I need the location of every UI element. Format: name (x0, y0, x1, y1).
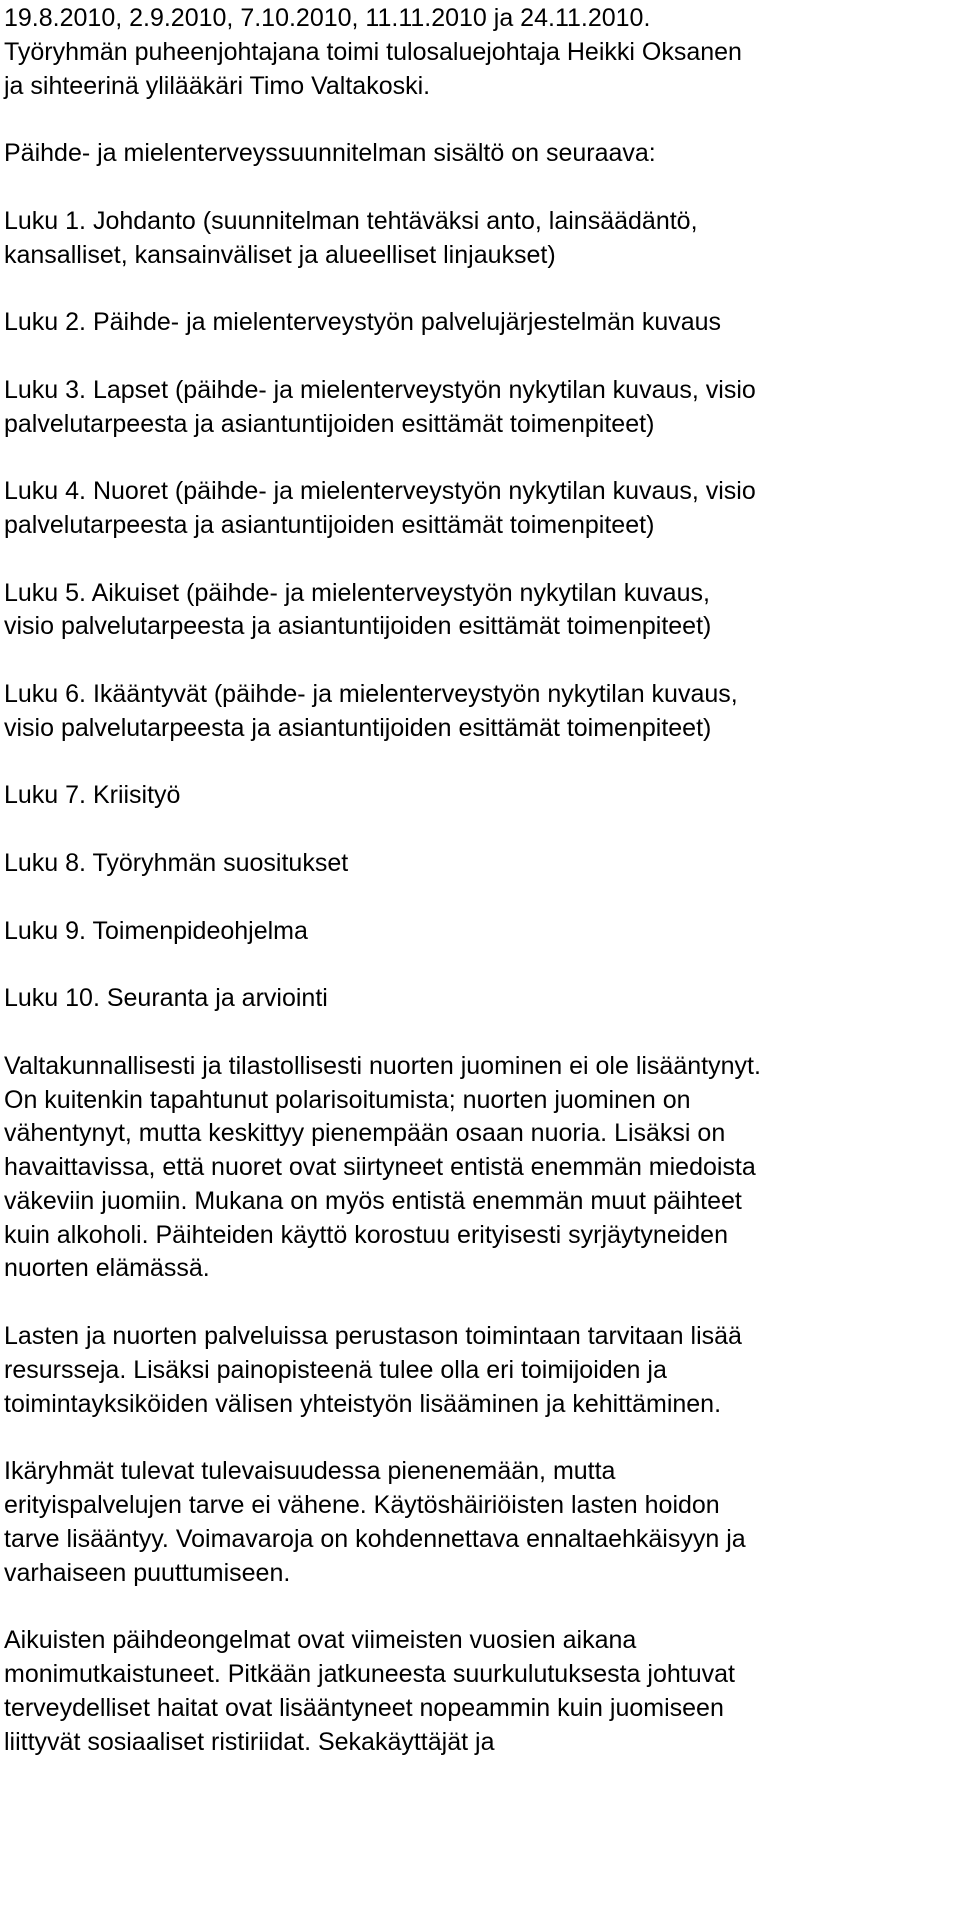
paragraph-line: tarve lisääntyy. Voimavaroja on kohdennettava ennaltaehkäisyyn ja (4, 1524, 746, 1553)
paragraph-gap (4, 644, 960, 678)
paragraph-line: monimutkaistuneet. Pitkään jatkuneesta suurkulutuksesta johtuvat (4, 1660, 735, 1689)
chapter-1 (4, 205, 960, 273)
chapter-line: Luku 9. Toimenpideohjelma (4, 916, 308, 945)
intro-line-1: 19.8.2010, 2.9.2010, 7.10.2010, 11.11.2010 ja 24.11.2010. (4, 4, 651, 32)
chapter-6 (4, 678, 960, 746)
paragraph-line: Aikuisten päihdeongelmat ovat viimeisten vuosien aikana (4, 1626, 637, 1655)
chapter-10 (4, 982, 960, 1016)
body-paragraph-3 (4, 1455, 960, 1590)
body-paragraph-1 (4, 1050, 960, 1287)
chapter-9 (4, 915, 960, 949)
intro-paragraph (4, 2, 960, 103)
chapter-line: Luku 6. Ikääntyvät (päihde- ja mielenterveystyön nykytilan kuvaus, (4, 679, 738, 708)
paragraph-line: Ikäryhmät tulevat tulevaisuudessa pienenemään, mutta (4, 1457, 616, 1486)
paragraph-line: erityispalvelujen tarve ei vähene. Käytöshäiriöisten lasten hoidon (4, 1491, 720, 1520)
paragraph-gap (4, 272, 960, 306)
chapter-line: Luku 4. Nuoret (päihde- ja mielenterveystyön nykytilan kuvaus, visio (4, 477, 756, 506)
chapter-line: visio palvelutarpeesta ja asiantuntijoiden esittämät toimenpiteet) (4, 713, 712, 742)
chapter-2 (4, 306, 960, 340)
paragraph-line: Lasten ja nuorten palveluissa perustason toimintaan tarvitaan lisää (4, 1322, 742, 1351)
paragraph-line: toimintayksiköiden välisen yhteistyön lisääminen ja kehittäminen. (4, 1389, 722, 1418)
paragraph-gap (4, 171, 960, 205)
chapter-7 (4, 779, 960, 813)
paragraph-gap (4, 813, 960, 847)
paragraph-line: Valtakunnallisesti ja tilastollisesti nuorten juominen ei ole lisääntynyt. (4, 1051, 761, 1080)
chapter-line: palvelutarpeesta ja asiantuntijoiden esittämät toimenpiteet) (4, 409, 655, 438)
chapter-4 (4, 475, 960, 543)
paragraph-gap (4, 441, 960, 475)
paragraph-gap (4, 1286, 960, 1320)
chapter-line: palvelutarpeesta ja asiantuntijoiden esittämät toimenpiteet) (4, 510, 655, 539)
chapter-line: kansalliset, kansainväliset ja alueelliset linjaukset) (4, 240, 556, 269)
chapter-line: Luku 3. Lapset (päihde- ja mielenterveystyön nykytilan kuvaus, visio (4, 375, 756, 404)
paragraph-line: havaittavissa, että nuoret ovat siirtyneet entistä enemmän miedoista (4, 1153, 756, 1182)
intro-line-3: ja sihteerinä ylilääkäri Timo Valtakoski. (4, 71, 431, 100)
paragraph-line: varhaiseen puuttumiseen. (4, 1558, 291, 1587)
paragraph-line: vähentynyt, mutta keskittyy pienempään osaan nuoria. Lisäksi on (4, 1119, 726, 1148)
paragraph-line: terveydelliset haitat ovat lisääntyneet nopeammin kuin juomiseen (4, 1693, 724, 1722)
paragraph-line: resursseja. Lisäksi painopisteenä tulee olla eri toimijoiden ja (4, 1355, 667, 1384)
paragraph-gap (4, 1590, 960, 1624)
chapter-line: Luku 2. Päihde- ja mielenterveystyön palvelujärjestelmän kuvaus (4, 308, 722, 337)
paragraph-gap (4, 543, 960, 577)
paragraph-line: On kuitenkin tapahtunut polarisoitumista; nuorten juominen on (4, 1085, 691, 1114)
paragraph-gap (4, 340, 960, 374)
paragraph-gap (4, 1016, 960, 1050)
paragraph-gap (4, 948, 960, 982)
paragraph-line: väkeviin juomiin. Mukana on myös entistä enemmän muut päihteet (4, 1186, 742, 1215)
chapter-line: Luku 1. Johdanto (suunnitelman tehtäväksi anto, lainsäädäntö, (4, 206, 698, 235)
chapter-5 (4, 577, 960, 645)
paragraph-gap (4, 1421, 960, 1455)
chapter-line: Luku 8. Työryhmän suositukset (4, 848, 349, 877)
paragraph-gap (4, 881, 960, 915)
body-paragraph-4 (4, 1624, 960, 1759)
paragraph-line: nuorten elämässä. (4, 1254, 210, 1283)
body-paragraph-2 (4, 1320, 960, 1421)
intro-line-2: Työryhmän puheenjohtajana toimi tulosaluejohtaja Heikki Oksanen (4, 37, 742, 66)
paragraph-line: liittyvät sosiaaliset ristiriidat. Sekakäyttäjät ja (4, 1727, 495, 1756)
chapter-line: visio palvelutarpeesta ja asiantuntijoiden esittämät toimenpiteet) (4, 612, 712, 641)
paragraph-line: kuin alkoholi. Päihteiden käyttö korostuu erityisesti syrjäytyneiden (4, 1220, 728, 1249)
chapter-line: Luku 5. Aikuiset (päihde- ja mielenterveystyön nykytilan kuvaus, (4, 578, 710, 607)
chapter-line: Luku 10. Seuranta ja arviointi (4, 984, 328, 1013)
paragraph-gap (4, 746, 960, 780)
chapter-3 (4, 374, 960, 442)
paragraph-gap (4, 103, 960, 137)
chapter-8 (4, 847, 960, 881)
chapter-line: Luku 7. Kriisityö (4, 781, 181, 810)
contents-intro: Päihde- ja mielenterveyssuunnitelman sisältö on seuraava: (4, 139, 656, 168)
